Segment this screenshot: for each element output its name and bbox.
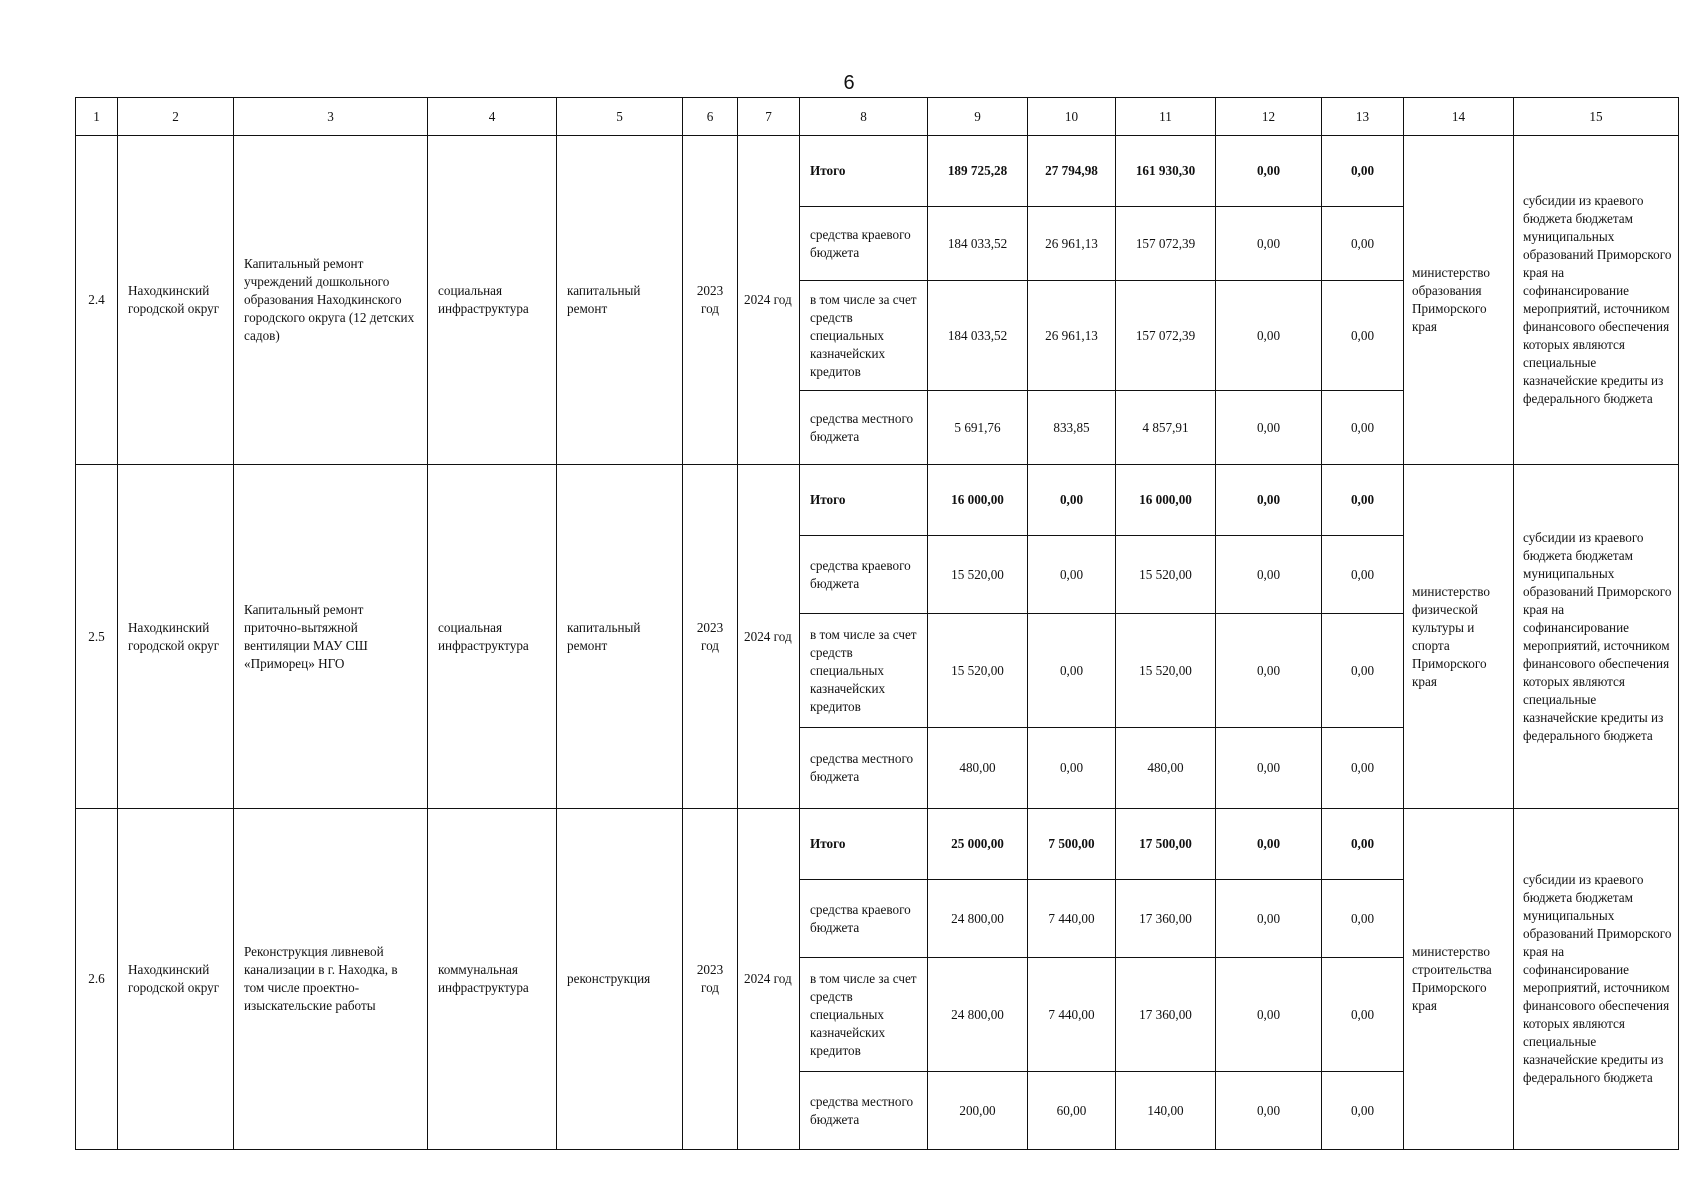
- column-header: 10: [1028, 98, 1116, 136]
- amount-11: 157 072,39: [1116, 207, 1216, 281]
- amount-11: 480,00: [1116, 728, 1216, 809]
- amount-10: 27 794,98: [1028, 136, 1116, 207]
- amount-9: 189 725,28: [928, 136, 1028, 207]
- total-label: Итого: [800, 465, 928, 536]
- page-number: 6: [843, 72, 855, 94]
- column-header: 2: [118, 98, 234, 136]
- amount-10: 26 961,13: [1028, 281, 1116, 391]
- funding-source: субсидии из краевого бюджета бюджетам муниципальных образований Приморского края на софинансирование мероприятий, источником финансового обеспечения которых являются специальные казначейские кредиты из федерального бюджета: [1514, 465, 1679, 809]
- amount-9: 5 691,76: [928, 391, 1028, 465]
- amount-12: 0,00: [1216, 536, 1322, 614]
- total-label: Итого: [800, 809, 928, 880]
- start-year: 2023 год: [683, 809, 738, 1150]
- amount-13: 0,00: [1322, 958, 1404, 1072]
- column-header: 1: [76, 98, 118, 136]
- amount-10: 60,00: [1028, 1072, 1116, 1150]
- amount-13: 0,00: [1322, 465, 1404, 536]
- amount-13: 0,00: [1322, 728, 1404, 809]
- project-number: 2.6: [76, 809, 118, 1150]
- work-type: капитальный ремонт: [557, 465, 683, 809]
- amount-10: 0,00: [1028, 728, 1116, 809]
- project-name: Капитальный ремонт приточно-вытяжной вентиляции МАУ СШ «Приморец» НГО: [234, 465, 428, 809]
- funding-label: в том числе за счет средств специальных казначейских кредитов: [800, 958, 928, 1072]
- amount-9: 480,00: [928, 728, 1028, 809]
- end-year: 2024 год: [738, 809, 800, 1150]
- column-header: 6: [683, 98, 738, 136]
- amount-13: 0,00: [1322, 136, 1404, 207]
- amount-12: 0,00: [1216, 614, 1322, 728]
- column-header-row: [76, 98, 1679, 136]
- amount-10: 0,00: [1028, 614, 1116, 728]
- financing-table: [75, 97, 1679, 1150]
- amount-13: 0,00: [1322, 281, 1404, 391]
- funding-source: субсидии из краевого бюджета бюджетам муниципальных образований Приморского края на софинансирование мероприятий, источником финансового обеспечения которых являются специальные казначейские кредиты из федерального бюджета: [1514, 809, 1679, 1150]
- column-header: 8: [800, 98, 928, 136]
- project-name: Капитальный ремонт учреждений дошкольного образования Находкинского городского округа (12 детских садов): [234, 136, 428, 465]
- amount-11: 17 360,00: [1116, 958, 1216, 1072]
- amount-11: 15 520,00: [1116, 536, 1216, 614]
- amount-10: 7 440,00: [1028, 958, 1116, 1072]
- amount-11: 17 360,00: [1116, 880, 1216, 958]
- amount-12: 0,00: [1216, 465, 1322, 536]
- project-row: [76, 809, 1679, 880]
- funding-label: в том числе за счет средств специальных казначейских кредитов: [800, 281, 928, 391]
- municipality: Находкинский городской округ: [118, 465, 234, 809]
- project-name: Реконструкция ливневой канализации в г. Находка, в том числе проектно-изыскательские работы: [234, 809, 428, 1150]
- responsible-ministry: министерство физической культуры и спорта Приморского края: [1404, 465, 1514, 809]
- end-year: 2024 год: [738, 136, 800, 465]
- start-year: 2023 год: [683, 136, 738, 465]
- column-header: 11: [1116, 98, 1216, 136]
- amount-10: 833,85: [1028, 391, 1116, 465]
- funding-label: средства краевого бюджета: [800, 880, 928, 958]
- amount-9: 200,00: [928, 1072, 1028, 1150]
- amount-10: 7 440,00: [1028, 880, 1116, 958]
- total-label: Итого: [800, 136, 928, 207]
- project-row: [76, 136, 1679, 207]
- project-number: 2.5: [76, 465, 118, 809]
- responsible-ministry: министерство строительства Приморского края: [1404, 809, 1514, 1150]
- funding-label: средства местного бюджета: [800, 1072, 928, 1150]
- infrastructure-type: социальная инфраструктура: [428, 136, 557, 465]
- municipality: Находкинский городской округ: [118, 809, 234, 1150]
- amount-10: 7 500,00: [1028, 809, 1116, 880]
- amount-11: 161 930,30: [1116, 136, 1216, 207]
- end-year: 2024 год: [738, 465, 800, 809]
- amount-9: 16 000,00: [928, 465, 1028, 536]
- amount-13: 0,00: [1322, 614, 1404, 728]
- infrastructure-type: социальная инфраструктура: [428, 465, 557, 809]
- column-header: 5: [557, 98, 683, 136]
- amount-11: 157 072,39: [1116, 281, 1216, 391]
- municipality: Находкинский городской округ: [118, 136, 234, 465]
- column-header: 9: [928, 98, 1028, 136]
- responsible-ministry: министерство образования Приморского края: [1404, 136, 1514, 465]
- funding-label: средства краевого бюджета: [800, 536, 928, 614]
- amount-13: 0,00: [1322, 1072, 1404, 1150]
- amount-9: 15 520,00: [928, 536, 1028, 614]
- amount-9: 24 800,00: [928, 958, 1028, 1072]
- amount-12: 0,00: [1216, 1072, 1322, 1150]
- amount-12: 0,00: [1216, 958, 1322, 1072]
- amount-12: 0,00: [1216, 281, 1322, 391]
- amount-12: 0,00: [1216, 391, 1322, 465]
- amount-11: 15 520,00: [1116, 614, 1216, 728]
- funding-source: субсидии из краевого бюджета бюджетам муниципальных образований Приморского края на софинансирование мероприятий, источником финансового обеспечения которых являются специальные казначейские кредиты из федерального бюджета: [1514, 136, 1679, 465]
- work-type: капитальный ремонт: [557, 136, 683, 465]
- amount-12: 0,00: [1216, 207, 1322, 281]
- amount-13: 0,00: [1322, 207, 1404, 281]
- amount-11: 140,00: [1116, 1072, 1216, 1150]
- column-header: 14: [1404, 98, 1514, 136]
- amount-12: 0,00: [1216, 809, 1322, 880]
- amount-12: 0,00: [1216, 728, 1322, 809]
- amount-11: 4 857,91: [1116, 391, 1216, 465]
- column-header: 12: [1216, 98, 1322, 136]
- amount-10: 0,00: [1028, 465, 1116, 536]
- work-type: реконструкция: [557, 809, 683, 1150]
- column-header: 7: [738, 98, 800, 136]
- amount-11: 16 000,00: [1116, 465, 1216, 536]
- project-row: [76, 465, 1679, 536]
- amount-11: 17 500,00: [1116, 809, 1216, 880]
- funding-label: средства местного бюджета: [800, 728, 928, 809]
- amount-9: 184 033,52: [928, 281, 1028, 391]
- amount-13: 0,00: [1322, 809, 1404, 880]
- amount-9: 15 520,00: [928, 614, 1028, 728]
- amount-9: 24 800,00: [928, 880, 1028, 958]
- funding-label: средства краевого бюджета: [800, 207, 928, 281]
- amount-13: 0,00: [1322, 536, 1404, 614]
- column-header: 13: [1322, 98, 1404, 136]
- start-year: 2023 год: [683, 465, 738, 809]
- funding-label: средства местного бюджета: [800, 391, 928, 465]
- amount-12: 0,00: [1216, 880, 1322, 958]
- amount-13: 0,00: [1322, 391, 1404, 465]
- column-header: 3: [234, 98, 428, 136]
- amount-10: 26 961,13: [1028, 207, 1116, 281]
- amount-9: 25 000,00: [928, 809, 1028, 880]
- amount-10: 0,00: [1028, 536, 1116, 614]
- amount-13: 0,00: [1322, 880, 1404, 958]
- infrastructure-type: коммунальная инфраструктура: [428, 809, 557, 1150]
- column-header: 15: [1514, 98, 1679, 136]
- project-number: 2.4: [76, 136, 118, 465]
- column-header: 4: [428, 98, 557, 136]
- funding-label: в том числе за счет средств специальных казначейских кредитов: [800, 614, 928, 728]
- amount-9: 184 033,52: [928, 207, 1028, 281]
- amount-12: 0,00: [1216, 136, 1322, 207]
